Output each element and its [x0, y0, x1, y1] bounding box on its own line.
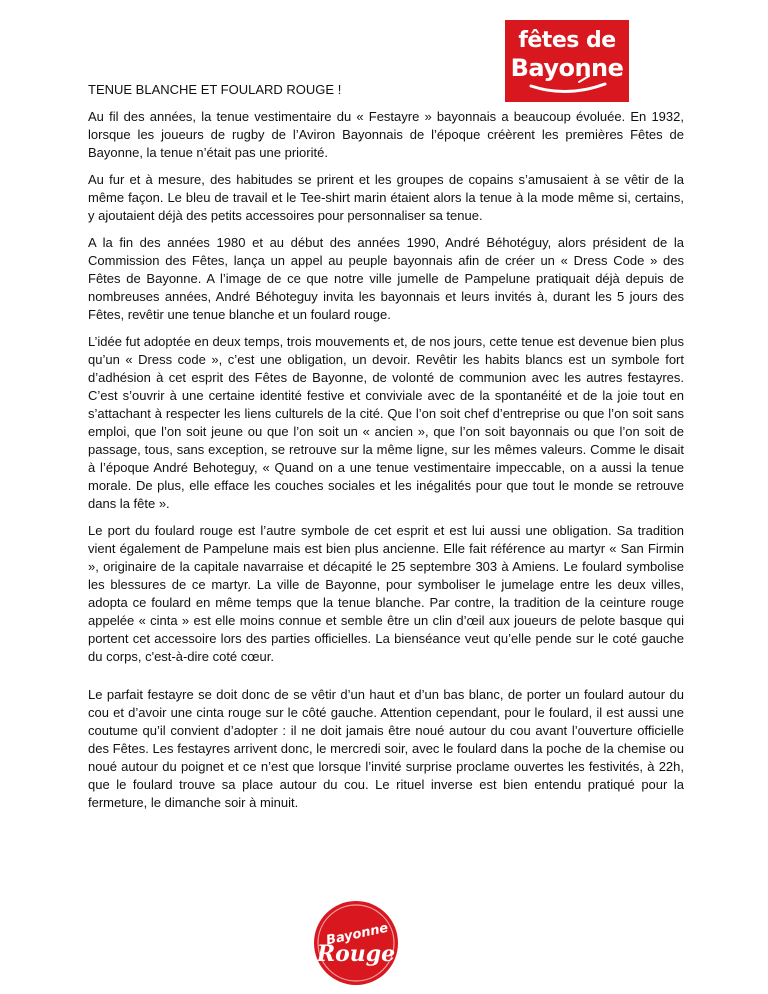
logo-line-2: Bayonne — [510, 54, 624, 82]
paragraph-3: A la fin des années 1980 et au début des années 1990, André Béhotéguy, alors président de la Commission des Fêtes, lança un appel au peuple bayonnais afin de créer un « Dress Code » des Fêtes de Bayonne. A l’image de ce que notre ville jumelle de Pampelune pratiquait déjà depuis de nombreuses années, André Béhoteguy invita les bayonnais et leurs invités à, durant les 5 jours des Fêtes, revêtir une tenue blanche et un foulard rouge. — [88, 235, 684, 322]
bayonne-rouge-logo — [311, 898, 401, 988]
paragraph-5: Le port du foulard rouge est l’autre symbole de cet esprit et est lui aussi une obligation. Sa tradition vient également de Pampelune mais est bien plus ancienne. Elle fait référence au martyr « San Firmin », originaire de la capitale navarraise et décapité le 25 septembre 303 à Amiens. Le foulard symbolise les blessures de ce martyr. La ville de Bayonne, pour symboliser le jumelage entre les deux villes, adopta ce foulard en même temps que la tenue blanche. Par contre, la tradition de la ceinture rouge appelée « cinta » est elle moins connue et semble être un clin d’œil aux joueurs de pelote basque qui portent cet accessoire lors des parties officielles. La bienséance veut qu’elle pende sur le coté gauche du corps, c'est-à-dire coté cœur. — [88, 523, 684, 664]
document-title: TENUE BLANCHE ET FOULARD ROUGE ! — [88, 82, 342, 97]
paragraph-6: Le parfait festayre se doit donc de se vêtir d’un haut et d’un bas blanc, de porter un foulard autour du cou et d’avoir une cinta rouge sur le côté gauche. Attention cependant, pour le foulard, il est aussi une coutume qu’il convient d’adopter : il ne doit jamais être noué autour du cou avant l’ouverture officielle des Fêtes. Les festayres arrivent donc, le mercredi soir, avec le foulard dans la poche de la chemise ou noué autour du poignet et ce n’est que lorsque l’invité surprise proclame ouvertes les festivités, à 22h, que le foulard trouve sa place autour du cou. Le rituel inverse est bien entendu pratiqué pour la fermeture, le dimanche soir à minuit. — [88, 687, 684, 810]
logo-line-1: fêtes de — [518, 28, 616, 53]
paragraph-2: Au fur et à mesure, des habitudes se prirent et les groupes de copains s’amusaient à se vêtir de la même façon. Le bleu de travail et le Tee-shirt marin étaient alors la tenue à la mode même si, certains, y ajoutaient déjà des petits accessoires pour personnaliser sa tenue. — [88, 172, 684, 223]
paragraph-4: L’idée fut adoptée en deux temps, trois mouvements et, de nos jours, cette tenue est devenue bien plus qu’un « Dress code », c’est une obligation, un devoir. Revêtir les habits blancs est un symbole fort d’adhésion à cet esprit des Fêtes de Bayonne, de volonté de communion avec les autres festayres. C’est s’ouvrir à une certaine identité festive et conviviale avec de la spontanéité et de la joie tout en s’attachant à respecter les liens culturels de la cité. Que l’on soit chef d’entreprise ou que l’on soit sans emploi, que l’on soit jeune ou que l’on soit un « ancien », que l’on soit bayonnais ou que l’on soit de passage, tous, sans exception, se retrouve sur la même ligne, sur les mêmes valeurs. Comme le disait à l’époque André Behoteguy, « Quand on a une tenue vestimentaire impeccable, on a aussi la tenue morale. De plus, elle efface les couches sociales et les inégalités pour que tout le monde se retrouve dans la fête ». — [88, 334, 684, 511]
bayonne-rouge-line-1: Bayonne — [324, 920, 390, 949]
paragraph-1: Au fil des années, la tenue vestimentaire du « Festayre » bayonnais a beaucoup évoluée. En 1932, lorsque les joueurs de rugby de l’Aviron Bayonnais de l’époque créèrent les premières Fêtes de Bayonne, la tenue n’était pas une priorité. — [88, 109, 684, 160]
document-body — [88, 81, 684, 821]
bayonne-rouge-emblem — [311, 898, 401, 988]
bayonne-rouge-line-2: Rouge — [316, 941, 396, 967]
